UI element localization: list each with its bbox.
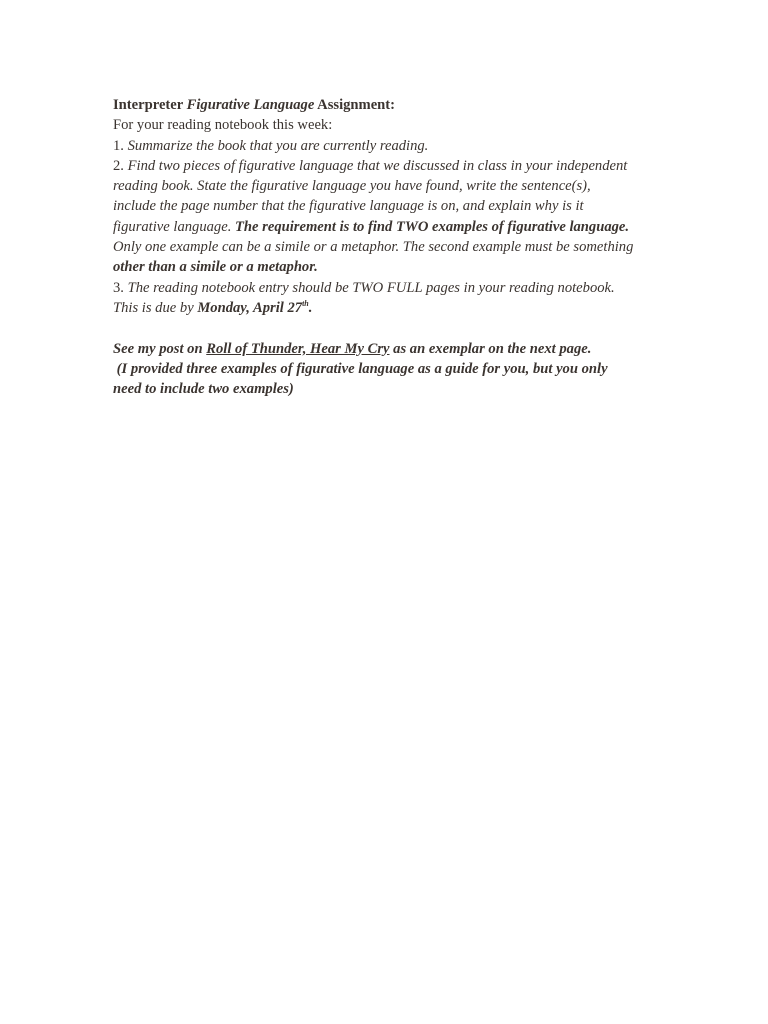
item-1-number: 1. [113, 137, 128, 154]
item-2-line-4 [113, 217, 673, 237]
item-2-line-2: reading book. State the figurative language you have found, write the sentence(s), [113, 178, 591, 195]
item-1 [113, 136, 673, 156]
item-2-text-4-bold: The requirement is to find TWO examples of figurative language. [235, 218, 630, 235]
note-suffix: as an exemplar on the next page. [389, 340, 592, 357]
paragraph-spacer [113, 318, 673, 338]
item-2-text-1: Find two pieces of figurative language that we discussed in class in your independent [127, 157, 628, 174]
due-date-suffix: th [302, 299, 309, 309]
title-part-2: Figurative Language [186, 97, 315, 113]
item-3-text-1: The reading notebook entry should be TWO FULL pages in your reading notebook. [127, 279, 615, 296]
note-prefix: See my post on [113, 340, 207, 357]
due-prefix: This is due by [113, 299, 198, 316]
item-1-text: Summarize the book that you are currently reading. [127, 137, 429, 154]
item-3-line-1 [113, 278, 673, 298]
due-period: . [308, 299, 313, 316]
assignment-text [113, 95, 673, 399]
item-2-text-4-plain: figurative language. [113, 218, 236, 235]
due-date: Monday, April 27 [197, 299, 303, 316]
title-part-1: Interpreter [113, 97, 187, 113]
item-2-line-5: Only one example can be a simile or a metaphor. The second example must be something [113, 239, 634, 256]
assignment-title [113, 95, 673, 115]
note-line-2: (I provided three examples of figurative language as a guide for you, but you only [113, 360, 608, 377]
item-2-line-1 [113, 156, 673, 176]
item-3-line-2 [113, 298, 673, 318]
item-2-number: 2. [113, 157, 128, 174]
item-2-line-3: include the page number that the figurative language is on, and explain why is it [113, 198, 584, 215]
item-2-line-6: other than a simile or a metaphor. [113, 259, 318, 276]
title-part-3: Assignment: [314, 97, 396, 113]
item-3-number: 3. [113, 279, 128, 296]
note-line-1 [113, 339, 673, 359]
book-title-link: Roll of Thunder, Hear My Cry [206, 340, 390, 357]
intro-line: For your reading notebook this week: [113, 117, 333, 134]
note-line-3: need to include two examples) [113, 381, 294, 398]
